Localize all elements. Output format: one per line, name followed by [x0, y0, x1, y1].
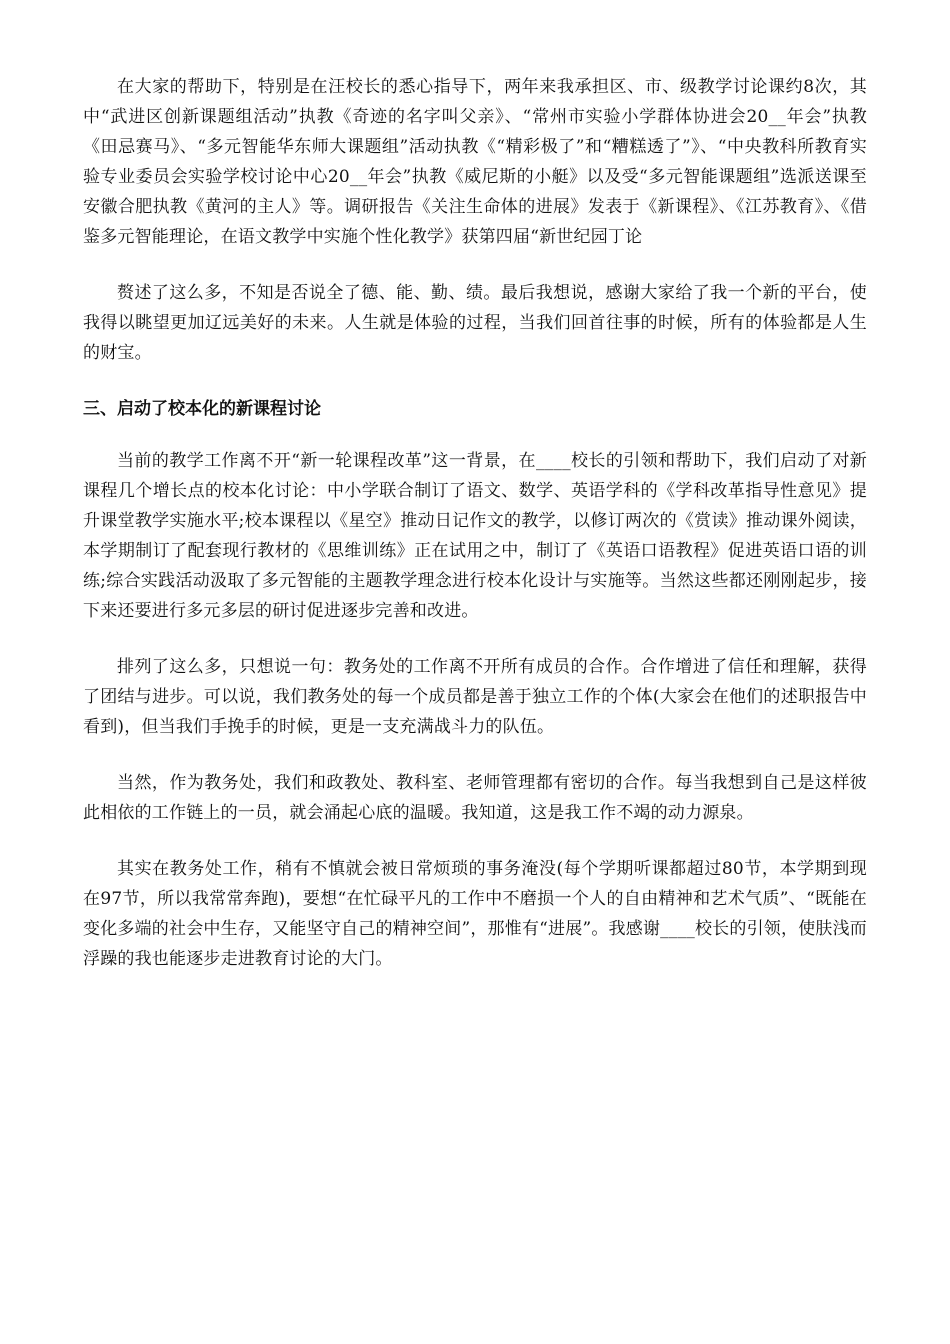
paragraph-cooperation: 当然，作为教务处，我们和政教处、教科室、老师管理都有密切的合作。每当我想到自己是这样彼此相依的工作链上的一员，就会涌起心底的温暖。我知道，这是我工作不竭的动力源泉。: [83, 773, 867, 823]
paragraph-progress: 其实在教务处工作，稍有不慎就会被日常烦琐的事务淹没(每个学期听课都超过80节，本学期到现在97节，所以我常常奔跑)，要想“在忙碌平凡的工作中不磨损一个人的自由精神和艺术气质”、“既能在变化多端的社会中生存，又能坚守自己的精神空间”，那惟有“进展”。我感谢____校长的引领，使肤浅而浮躁的我也能逐步走进教育讨论的大门。: [83, 859, 867, 969]
section-heading: 三、启动了校本化的新课程讨论: [83, 399, 321, 419]
document-page: [83, 72, 867, 1000]
paragraph-teamwork: 排列了这么多，只想说一句：教务处的工作离不开所有成员的合作。合作增进了信任和理解，获得了团结与进步。可以说，我们教务处的每一个成员都是善于独立工作的个体(大家会在他们的述职报告中看到)，但当我们手挽手的时候，更是一支充满战斗力的队伍。: [83, 657, 867, 737]
paragraph-gratitude: 赘述了这么多，不知是否说全了德、能、勤、绩。最后我想说，感谢大家给了我一个新的平台，使我得以眺望更加辽远美好的未来。人生就是体验的过程，当我们回首往事的时候，所有的体验都是人生的财宝。: [83, 283, 867, 363]
paragraph-teaching-achievements: 在大家的帮助下，特别是在汪校长的悉心指导下，两年来我承担区、市、级教学讨论课约8次，其中“武进区创新课题组活动”执教《奇迹的名字叫父亲》、“常州市实验小学群体协进会20__年会”执教《田忌赛马》、“多元智能华东师大课题组”活动执教《“精彩极了”和“糟糕透了”》、“中央教科所教育实验专业委员会实验学校讨论中心20__年会”执教《威尼斯的小艇》以及受“多元智能课题组”选派送课至安徽合肥执教《黄河的主人》等。调研报告《关注生命体的进展》发表于《新课程》、《江苏教育》、《借鉴多元智能理论，在语文教学中实施个性化教学》获第四届“新世纪园丁论: [83, 77, 867, 247]
paragraph-curriculum-reform: 当前的教学工作离不开“新一轮课程改革”这一背景，在____校长的引领和帮助下，我们启动了对新课程几个增长点的校本化讨论：中小学联合制订了语文、数学、英语学科的《学科改革指导性意见》提升课堂教学实施水平;校本课程以《星空》推动日记作文的教学，以修订两次的《赏读》推动课外阅读，本学期制订了配套现行教材的《思维训练》正在试用之中，制订了《英语口语教程》促进英语口语的训练;综合实践活动汲取了多元智能的主题教学理念进行校本化设计与实施等。当然这些都还刚刚起步，接下来还要进行多元多层的研讨促进逐步完善和改进。: [83, 451, 867, 621]
